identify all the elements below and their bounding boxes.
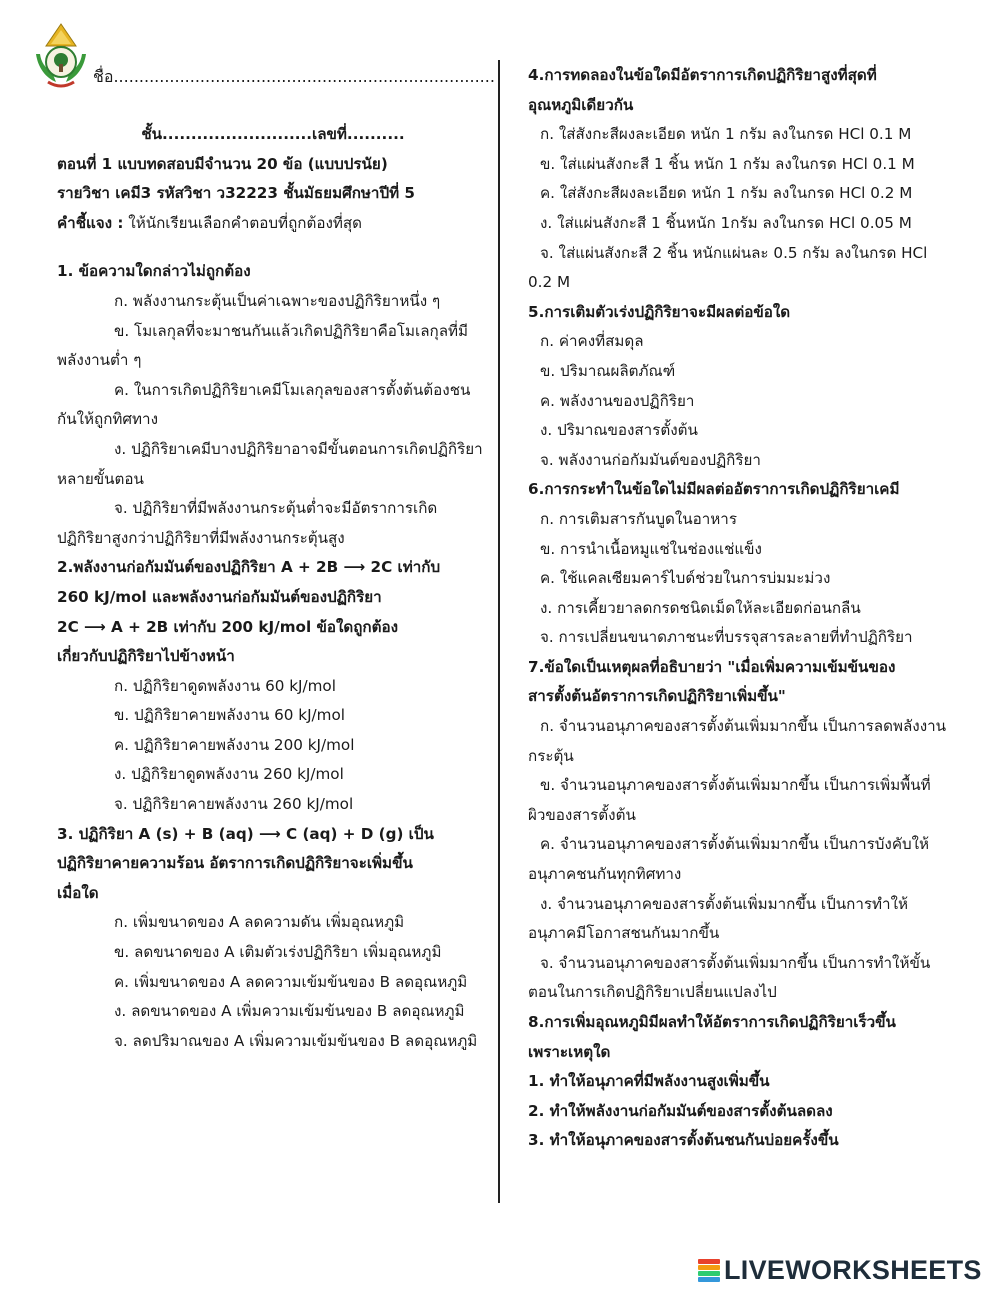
question-4-line-2: อุณหภูมิเดียวกัน: [528, 95, 634, 114]
q2-option-e: จ. ปฏิกิริยาคายพลังงาน 260 kJ/mol: [114, 795, 354, 814]
q3-option-e: จ. ลดปริมาณของ A เพิ่มความเข้มข้นของ B ลดอุณหภูมิ: [114, 1031, 478, 1050]
school-emblem-logo: [30, 22, 92, 92]
q1-option-a: ก. พลังงานกระตุ้นเป็นค่าเฉพาะของปฏิกิริยาหนึ่ง ๆ: [114, 291, 441, 310]
instruction-line: [57, 209, 489, 239]
brand-bar-blue: [698, 1277, 720, 1282]
brand-bar-red: [698, 1259, 720, 1264]
q2-option-b: ข. ปฏิกิริยาคายพลังงาน 60 kJ/mol: [114, 706, 345, 725]
part-heading: ตอนที่ 1 แบบทดสอบมีจำนวน 20 ข้อ (แบบปรนัย): [57, 154, 388, 173]
question-7-line-1: 7.ข้อใดเป็นเหตุผลที่อธิบายว่า "เมื่อเพิ่มความเข้มข้นของ: [528, 657, 896, 676]
question-2-line-2: 260 kJ/mol และพลังงานก่อกัมมันต์ของปฏิกิริยา: [57, 587, 382, 606]
q1-option-e: จ. ปฏิกิริยาที่มีพลังงานกระตุ้นต่ำจะมีอัตราการเกิดปฏิกิริยาสูงกว่าปฏิกิริยาที่มีพลังงานกระตุ้นสูง: [57, 499, 438, 547]
liveworksheets-brand[interactable]: [698, 1254, 982, 1286]
q6-option-e: จ. การเปลี่ยนขนาดภาชนะที่บรรจุสารละลายที่ทำปฏิกิริยา: [540, 628, 913, 647]
column-divider: [498, 60, 500, 1203]
q5-option-a: ก. ค่าคงที่สมดุล: [540, 332, 644, 351]
q5-option-c: ค. พลังงานของปฏิกิริยา: [540, 391, 695, 410]
q3-option-b: ข. ลดขนาดของ A เติมตัวเร่งปฏิกิริยา เพิ่มอุณหภูมิ: [114, 943, 442, 962]
q6-option-b: ข. การนำเนื้อหมูแช่ในช่องแช่แข็ง: [540, 539, 762, 558]
instruction-label: คำชี้แจง :: [57, 213, 124, 232]
q4-option-b: ข. ใส่แผ่นสังกะสี 1 ชิ้น หนัก 1 กรัม ลงในกรด HCl 0.1 M: [540, 154, 915, 173]
q3-option-c: ค. เพิ่มขนาดของ A ลดความเข้มข้นของ B ลดอุณหภูมิ: [114, 972, 468, 991]
q4-option-c: ค. ใส่สังกะสีผงละเอียด หนัก 1 กรัม ลงในกรด HCl 0.2 M: [540, 184, 913, 203]
liveworksheets-icon: [698, 1259, 720, 1282]
q2-option-d: ง. ปฏิกิริยาดูดพลังงาน 260 kJ/mol: [114, 765, 344, 784]
question-7-line-2: สารตั้งต้นอัตราการเกิดปฏิกิริยาเพิ่มขึ้น": [528, 687, 786, 706]
question-2-line-1: 2.พลังงานก่อกัมมันต์ของปฏิกิริยา A + 2B ⟶ 2C เท่ากับ: [57, 558, 441, 577]
question-4-line-1: 4.การทดลองในข้อใดมีอัตราการเกิดปฏิกิริยาสูงที่สุดที่: [528, 66, 877, 84]
question-3-line-2: ปฏิกิริยาคายความร้อน อัตราการเกิดปฏิกิริยาจะเพิ่มขึ้น: [57, 854, 413, 873]
subject-line: รายวิชา เคมี3 รหัสวิชา ว32223 ชั้นมัธยมศึกษาปีที่ 5: [57, 184, 415, 203]
q2-option-c: ค. ปฏิกิริยาคายพลังงาน 200 kJ/mol: [114, 735, 355, 754]
q4-option-e: จ. ใส่แผ่นสังกะสี 2 ชิ้น หนักแผ่นละ 0.5 กรัม ลงในกรด HCl 0.2 M: [528, 243, 928, 292]
student-name-field: ชื่อ...........................................................................: [93, 67, 495, 86]
question-1: 1. ข้อความใดกล่าวไม่ถูกต้อง: [57, 262, 251, 281]
question-6: 6.การกระทำในข้อใดไม่มีผลต่ออัตราการเกิดปฏิกิริยาเคมี: [528, 480, 900, 499]
q5-option-e: จ. พลังงานก่อกัมมันต์ของปฏิกิริยา: [540, 450, 761, 469]
question-3-line-1: 3. ปฏิกิริยา A (s) + B (aq) ⟶ C (aq) + D (g) เป็น: [57, 824, 434, 843]
q8-statement-1: 1. ทำให้อนุภาคที่มีพลังงานสูงเพิ่มขึ้น: [528, 1072, 770, 1091]
q1-option-c: ค. ในการเกิดปฏิกิริยาเคมีโมเลกุลของสารตั้งต้นต้องชนกันให้ถูกทิศทาง: [57, 380, 471, 429]
instruction-text: ให้นักเรียนเลือกคำตอบที่ถูกต้องที่สุด: [123, 213, 363, 232]
question-5: 5.การเติมตัวเร่งปฏิกิริยาจะมีผลต่อข้อใด: [528, 302, 791, 321]
q3-option-a: ก. เพิ่มขนาดของ A ลดความดัน เพิ่มอุณหภูมิ: [114, 913, 405, 932]
question-2-line-3: 2C ⟶ A + 2B เท่ากับ 200 kJ/mol ข้อใดถูกต้อง: [57, 617, 399, 636]
right-column: [528, 61, 948, 1156]
q6-option-d: ง. การเคี้ยวยาลดกรดชนิดเม็ดให้ละเอียดก่อนกลืน: [540, 598, 861, 617]
q5-option-b: ข. ปริมาณผลิตภัณฑ์: [540, 361, 676, 380]
q8-statement-3: 3. ทำให้อนุภาคของสารตั้งต้นชนกันบ่อยครั้งขึ้น: [528, 1131, 839, 1150]
q8-statement-2: 2. ทำให้พลังงานก่อกัมมันต์ของสารตั้งต้นลดลง: [528, 1101, 833, 1120]
brand-bar-green: [698, 1271, 720, 1276]
q7-option-e: จ. จำนวนอนุภาคของสารตั้งต้นเพิ่มมากขึ้น เป็นการทำให้ขั้นตอนในการเกิดปฏิกิริยาเปลี่ยนแปลงไป: [528, 953, 931, 1002]
question-8-line-1: 8.การเพิ่มอุณหภูมิมีผลทำให้อัตราการเกิดปฏิกิริยาเร็วขึ้น: [528, 1013, 896, 1031]
question-2-line-4: เกี่ยวกับปฏิกิริยาไปข้างหน้า: [57, 647, 235, 666]
q6-option-c: ค. ใช้แคลเซียมคาร์ไบด์ช่วยในการบ่มมะม่วง: [540, 569, 831, 588]
question-3-line-3: เมื่อใด: [57, 883, 99, 902]
left-column: [57, 120, 489, 1056]
question-8-line-2: เพราะเหตุใด: [528, 1042, 611, 1061]
q2-option-a: ก. ปฏิกิริยาดูดพลังงาน 60 kJ/mol: [114, 676, 336, 695]
class-number-line: ชั้น..........................เลขที่..........: [141, 125, 405, 143]
q5-option-d: ง. ปริมาณของสารตั้งต้น: [540, 421, 698, 440]
q7-option-b: ข. จำนวนอนุภาคของสารตั้งต้นเพิ่มมากขึ้น เป็นการเพิ่มพื้นที่ผิวของสารตั้งต้น: [528, 776, 931, 824]
q7-option-c: ค. จำนวนอนุภาคของสารตั้งต้นเพิ่มมากขึ้น เป็นการบังคับให้อนุภาคชนกันทุกทิศทาง: [528, 835, 930, 884]
q1-option-d: ง. ปฏิกิริยาเคมีบางปฏิกิริยาอาจมีขั้นตอนการเกิดปฏิกิริยาหลายขั้นตอน: [57, 439, 483, 488]
q1-option-b: ข. โมเลกุลที่จะมาชนกันแล้วเกิดปฏิกิริยาคือโมเลกุลที่มีพลังงานต่ำ ๆ: [57, 321, 469, 370]
q7-option-d: ง. จำนวนอนุภาคของสารตั้งต้นเพิ่มมากขึ้น เป็นการทำให้อนุภาคมีโอกาสชนกันมากขึ้น: [528, 894, 908, 943]
liveworksheets-wordmark: LIVEWORKSHEETS: [724, 1254, 982, 1285]
q4-option-a: ก. ใส่สังกะสีผงละเอียด หนัก 1 กรัม ลงในกรด HCl 0.1 M: [540, 125, 912, 144]
q3-option-d: ง. ลดขนาดของ A เพิ่มความเข้มข้นของ B ลดอุณหภูมิ: [114, 1002, 465, 1021]
brand-bar-orange: [698, 1265, 720, 1270]
q6-option-a: ก. การเติมสารกันบูดในอาหาร: [540, 509, 737, 528]
q7-option-a: ก. จำนวนอนุภาคของสารตั้งต้นเพิ่มมากขึ้น เป็นการลดพลังงานกระตุ้น: [528, 717, 947, 765]
q4-option-d: ง. ใส่แผ่นสังกะสี 1 ชิ้นหนัก 1กรัม ลงในกรด HCl 0.05 M: [540, 213, 912, 232]
